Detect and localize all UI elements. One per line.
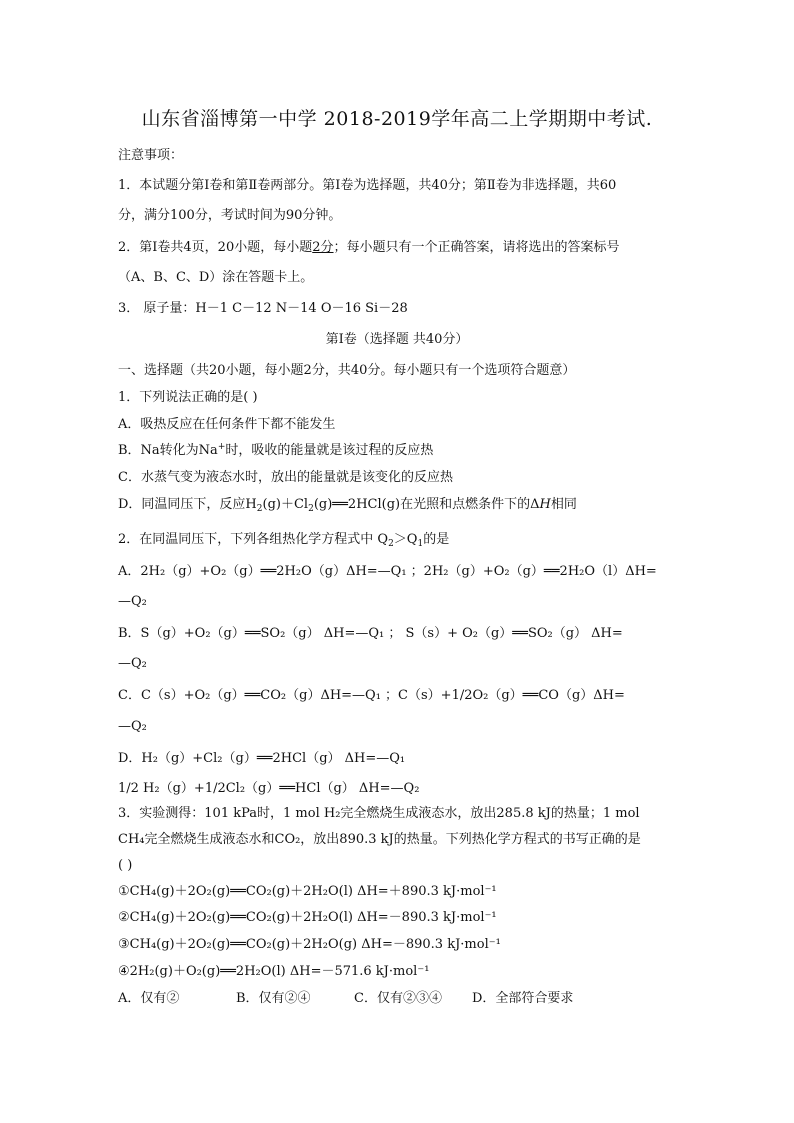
notice-item-1b: 分，满分100分，考试时间为90分钟。 (118, 208, 342, 223)
q2-option-a-line1: A．2H₂（g）+O₂（g）══2H₂O（g）ΔH=—Q₁ ；2H₂（g）+O₂（g）══2H₂O（l）ΔH= (118, 564, 657, 579)
q3-option-d: D．全部符合要求 (472, 991, 574, 1006)
notice-item-3: 3． 原子量：H－1 C－12 N－14 O－16 Si－28 (118, 301, 408, 316)
part-intro: 一、选择题（共20小题，每小题2分，共40分。每小题只有一个选项符合题意） (118, 363, 576, 378)
q2-option-b-line2: —Q₂ (118, 656, 147, 671)
q3-equation-2: ②CH₄(g)＋2O₂(g)══CO₂(g)＋2H₂O(l) ΔH=－890.3 kJ·mol⁻¹ (118, 910, 497, 925)
q1-option-a: A．吸热反应在任何条件下都不能发生 (118, 417, 336, 432)
q1-stem: 1．下列说法正确的是( ) (118, 390, 258, 405)
q3-option-a: A．仅有② (118, 991, 180, 1006)
notice-item-2a: 2．第Ⅰ卷共4页，20小题，每小题2分；每小题只有一个正确答案，请将选出的答案标号 (118, 240, 620, 255)
notice-heading: 注意事项： (118, 148, 184, 163)
q3-stem-line3: ( ) (118, 858, 133, 873)
q2-option-c-line1: C．C（s）+O₂（g）══CO₂（g）ΔH=—Q₁ ；C（s）+1/2O₂（g）══CO（g）ΔH= (118, 688, 625, 703)
section-title: 第Ⅰ卷（选择题 共40分） (325, 332, 469, 347)
q3-stem-line2: CH₄完全燃烧生成液态水和CO₂，放出890.3 kJ的热量。下列热化学方程式的书写正确的是 (118, 832, 641, 847)
q2-option-b-line1: B．S（g）+O₂（g）══SO₂（g） ΔH=—Q₁ ； S（s）+ O₂（g）══SO₂（g） ΔH= (118, 626, 623, 641)
notice-item-2b: （A、B、C、D）涂在答题卡上。 (118, 270, 314, 285)
q1-option-b: B．Na转化为Na+时，吸收的能量就是该过程的反应热 (118, 442, 434, 458)
q2-option-c-line2: —Q₂ (118, 719, 147, 734)
q3-stem-line1: 3．实验测得：101 kPa时，1 mol H₂完全燃烧生成液态水，放出285.8 kJ的热量；1 mol (118, 806, 640, 821)
q2-option-d-line2: 1/2 H₂（g）+1/2Cl₂（g）══HCl（g） ΔH=—Q₂ (118, 781, 420, 796)
q3-equation-3: ③CH₄(g)＋2O₂(g)══CO₂(g)＋2H₂O(g) ΔH=－890.3 kJ·mol⁻¹ (118, 937, 501, 952)
q1-option-d: D．同温同压下，反应$H_2(g)+Cl_2(g)══2HCl(g)$在光照和点燃条件下的ΔH相同 (118, 497, 577, 514)
q3-option-c: C．仅有②③④ (354, 991, 442, 1006)
q3-option-b: B．仅有②④ (236, 991, 311, 1006)
q2-option-a-line2: —Q₂ (118, 594, 147, 609)
q3-equation-1: ①CH₄(g)＋2O₂(g)══CO₂(g)＋2H₂O(l) ΔH=＋890.3 kJ·mol⁻¹ (118, 884, 497, 899)
q1-option-c: C．水蒸气变为液态水时，放出的能量就是该变化的反应热 (118, 470, 453, 485)
q3-equation-4: ④2H₂(g)＋O₂(g)══2H₂O(l) ΔH=－571.6 kJ·mol⁻¹ (118, 964, 430, 979)
notice-item-1a: 1．本试题分第Ⅰ卷和第Ⅱ卷两部分。第Ⅰ卷为选择题，共40分；第Ⅱ卷为非选择题，共60 (118, 178, 617, 193)
exam-title: 山东省淄博第一中学 2018-2019学年高二上学期期中考试. (141, 108, 653, 130)
q2-stem: 2．在同温同压下，下列各组热化学方程式中 $Q_2>Q_1$的是 (118, 532, 450, 549)
q2-option-d-line1: D．H₂（g）+Cl₂（g）══2HCl（g） ΔH=—Q₁ (118, 751, 406, 766)
q3-options (118, 991, 573, 1007)
